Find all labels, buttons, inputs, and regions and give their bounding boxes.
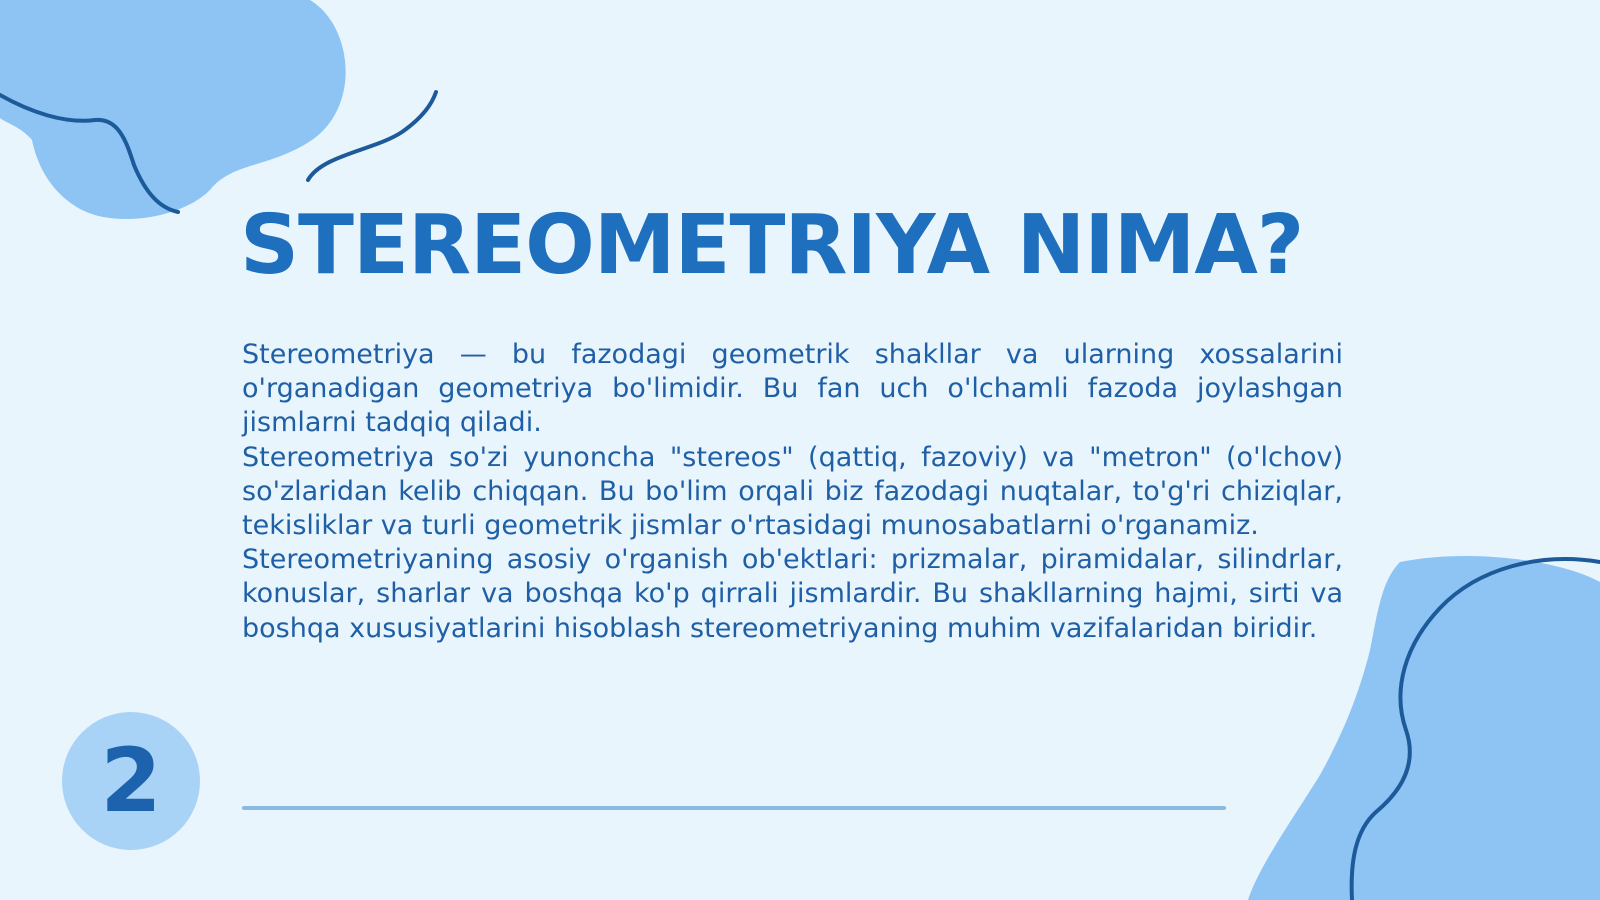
paragraph-objects: Stereometriyaning asosiy o'rganish ob'ektlari: prizmalar, piramidalar, silindrlar, konuslar, sharlar va boshqa ko'p qirrali jismlardir. Bu shakllarning hajmi, sirti va boshqa xususiyatlarini hisoblash stereometriyaning muhim vazifalaridan biridir. [242,544,1343,644]
body-text [242,338,1343,646]
page-number: 2 [100,729,162,832]
paragraph-etymology: Stereometriya so'zi yunoncha "stereos" (qattiq, fazoviy) va "metron" (o'lchov) so'zlaridan kelib chiqqan. Bu bo'lim orqali biz fazodagi nuqtalar, to'g'ri chiziqlar, tekisliklar va turli geometrik jismlar o'rtasidagi munosabatlarni o'rganamiz. [242,441,1343,542]
paragraph-definition: Stereometriya — bu fazodagi geometrik shakllar va ularning xossalarini o'rganadigan geometriya bo'limidir. Bu fan uch o'lchamli fazoda joylashgan jismlarni tadqiq qiladi. [242,339,1343,439]
bottom-divider [242,806,1226,810]
page-number-badge [62,712,200,850]
slide-title: STEREOMETRIYA NIMA? [240,198,1304,293]
